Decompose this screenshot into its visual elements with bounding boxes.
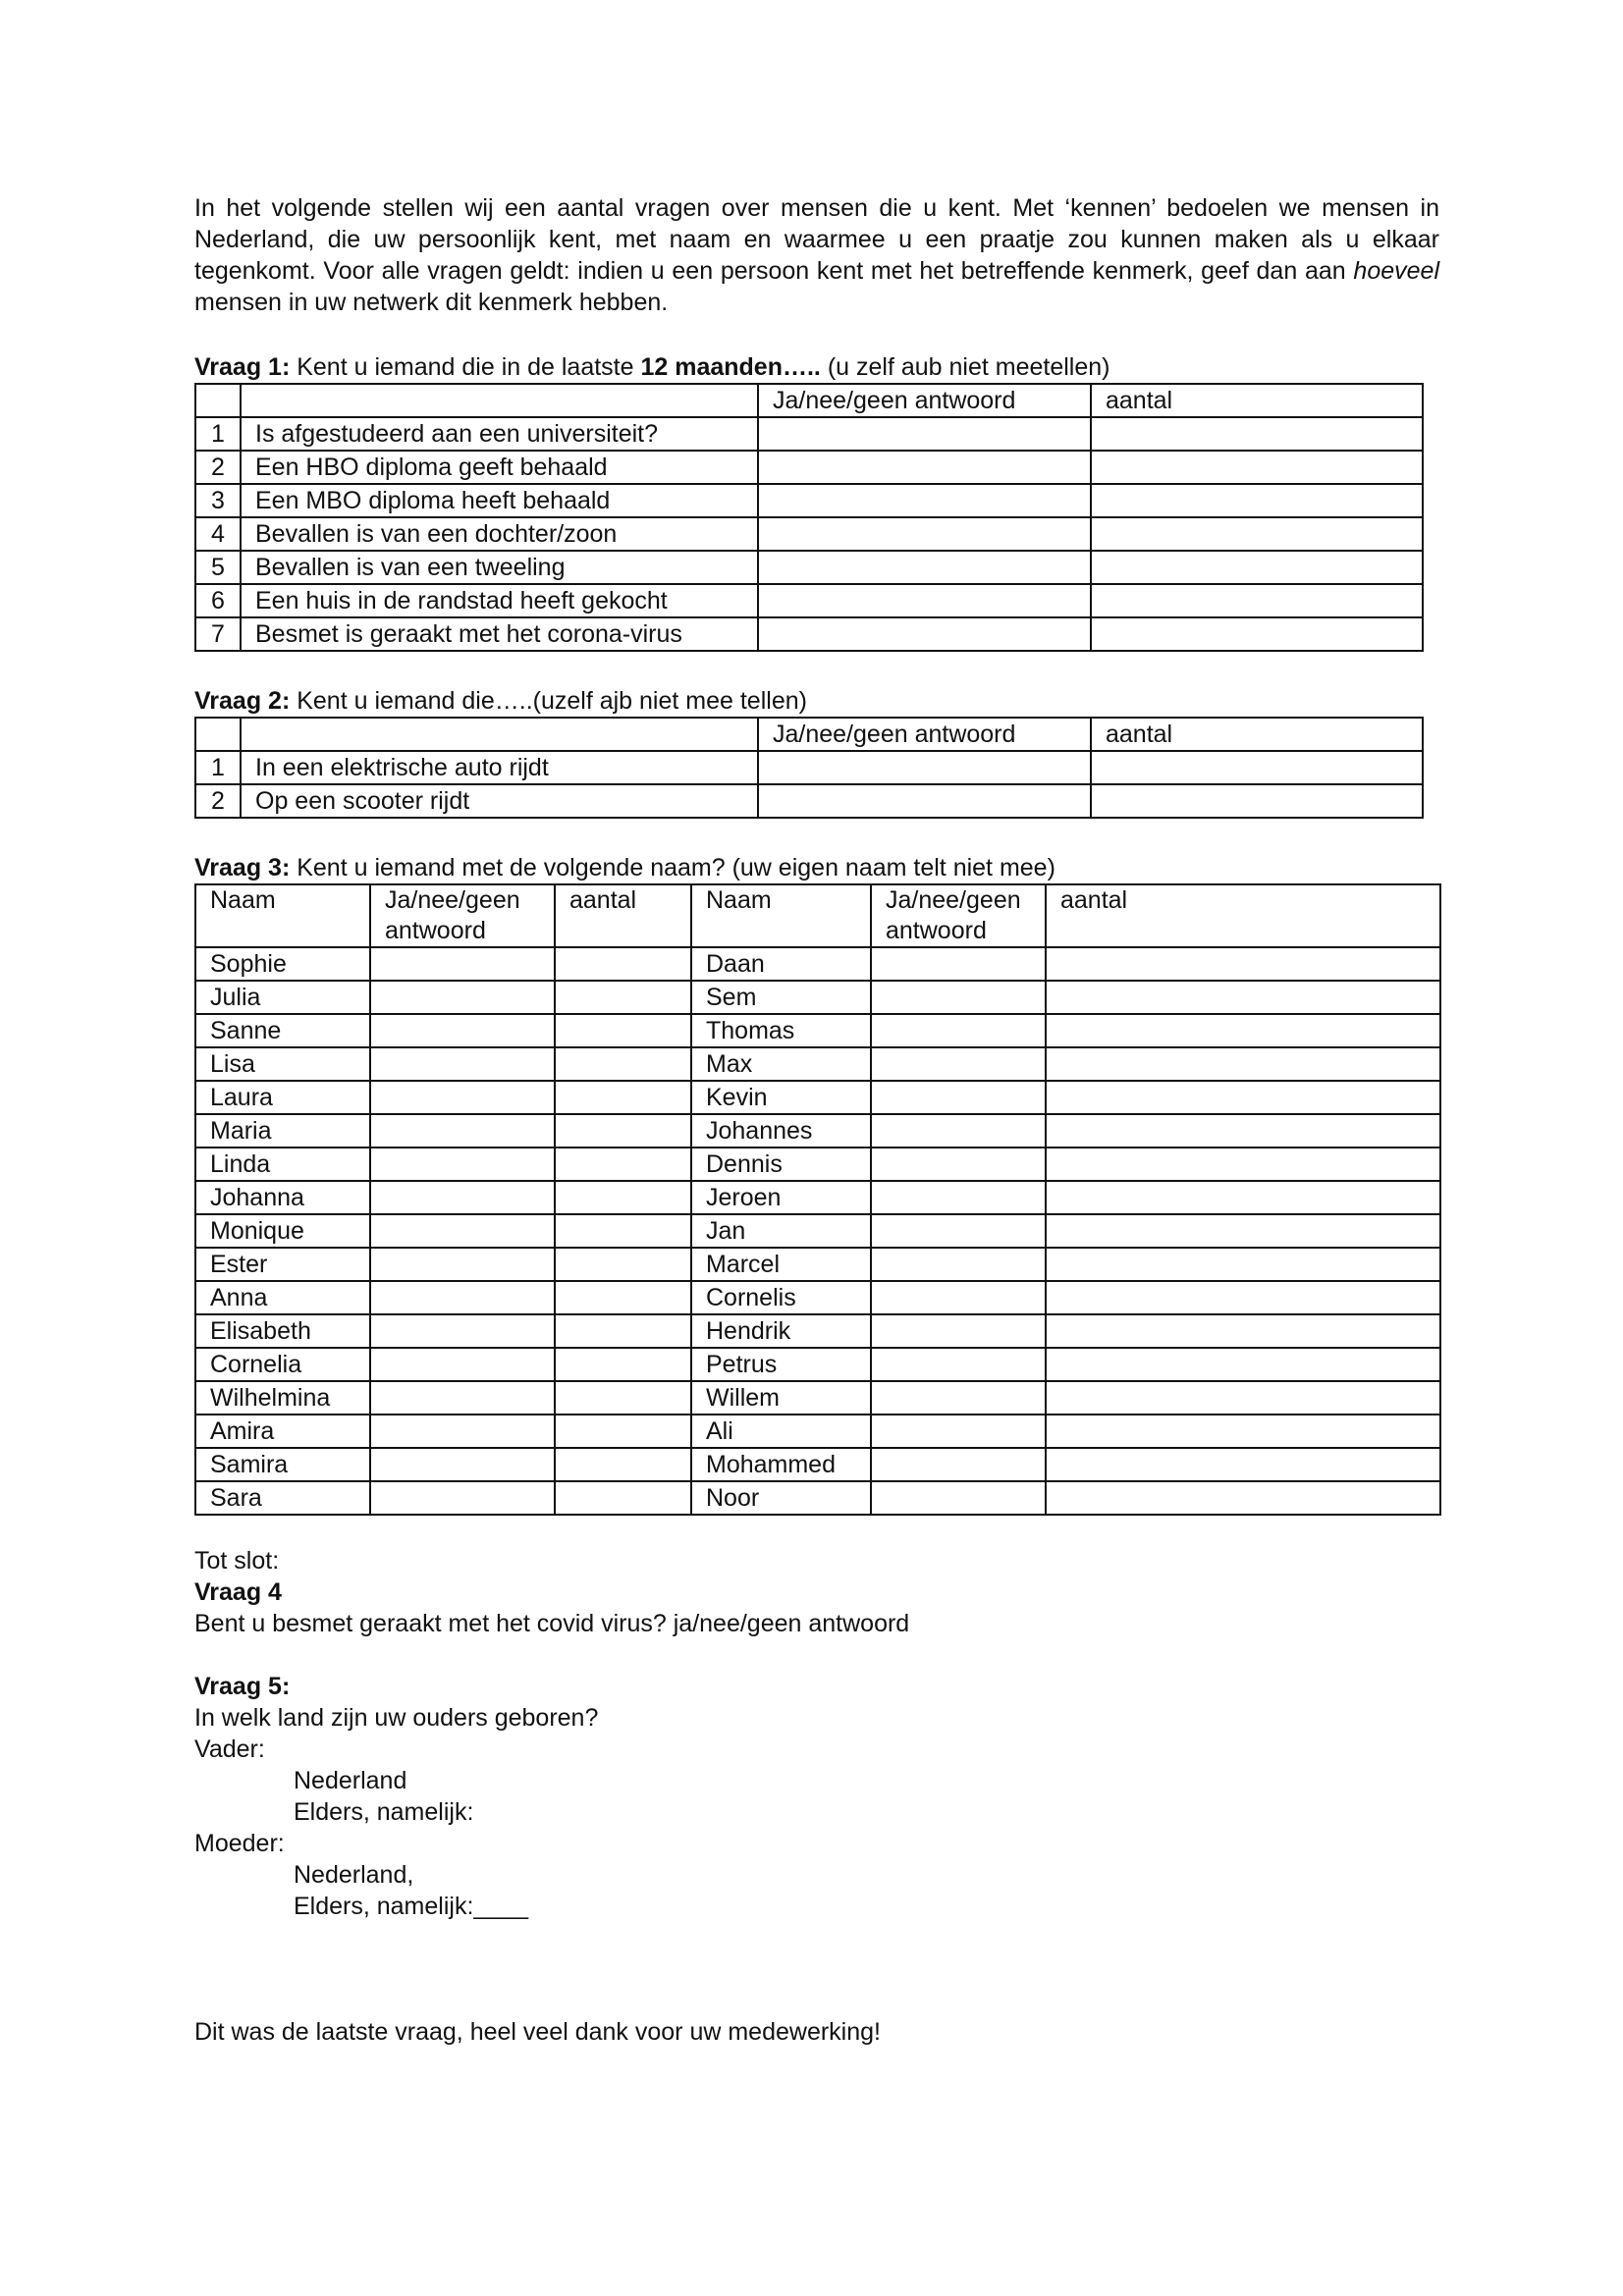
count-field[interactable] (1046, 1081, 1440, 1114)
count-field[interactable] (1046, 1448, 1440, 1481)
count-field[interactable] (1046, 1481, 1440, 1515)
count-field[interactable] (1091, 551, 1423, 584)
answer-field[interactable] (758, 417, 1091, 451)
answer-field[interactable] (871, 1248, 1046, 1281)
answer-field[interactable] (370, 1248, 555, 1281)
name-cell: Sara (195, 1481, 370, 1515)
table-row (195, 1481, 1440, 1515)
answer-field[interactable] (871, 1314, 1046, 1348)
answer-field[interactable] (871, 1214, 1046, 1248)
row-question: Bevallen is van een dochter/zoon (241, 517, 758, 551)
intro-text-1: In het volgende stellen wij een aantal vragen over mensen die u kent. Met ‘kennen’ bedoelen we mensen in Nederland, die uw persoonlijk kent, met naam en waarmee u een praatje zou kunnen maken als u elkaar tegenkomt. Voor alle vragen geldt: indien u een persoon kent met het betreffende kenmerk, geef dan aan (194, 194, 1439, 285)
row-number: 7 (195, 617, 241, 651)
table-row (195, 1348, 1440, 1381)
count-field[interactable] (555, 1314, 691, 1348)
answer-field[interactable] (758, 517, 1091, 551)
table-row (195, 451, 1423, 484)
count-field[interactable] (555, 1415, 691, 1448)
table-header-row (195, 718, 1423, 751)
name-cell: Cornelia (195, 1348, 370, 1381)
intro-emphasis: hoeveel (1353, 257, 1439, 285)
count-field[interactable] (555, 1047, 691, 1081)
header-count-cell: aantal (1091, 384, 1423, 417)
moeder-option-nederland[interactable]: Nederland, (294, 1861, 414, 1889)
header-count-cell: aantal (555, 884, 691, 947)
q4-question: Bent u besmet geraakt met het covid virus? ja/nee/geen antwoord (194, 1610, 910, 1637)
name-cell: Anna (195, 1281, 370, 1314)
name-cell: Thomas (691, 1014, 871, 1047)
row-question: Op een scooter rijdt (241, 784, 758, 818)
table-row (195, 751, 1423, 784)
name-cell: Johannes (691, 1114, 871, 1148)
table-row (195, 784, 1423, 818)
table-row (195, 981, 1440, 1014)
intro-paragraph (194, 192, 1439, 318)
name-cell: Hendrik (691, 1314, 871, 1348)
table-row (195, 1081, 1440, 1114)
answer-field[interactable] (370, 1114, 555, 1148)
q5-label (194, 1671, 1439, 1702)
answer-field[interactable] (871, 1281, 1046, 1314)
answer-field[interactable] (758, 484, 1091, 517)
row-question: Een huis in de randstad heeft gekocht (241, 584, 758, 617)
row-number: 1 (195, 751, 241, 784)
count-field[interactable] (1046, 1415, 1440, 1448)
table-row (195, 617, 1423, 651)
q4-label (194, 1576, 1439, 1608)
q2-table (194, 717, 1424, 819)
name-cell: Maria (195, 1114, 370, 1148)
answer-field[interactable] (370, 1348, 555, 1381)
answer-field[interactable] (370, 1148, 555, 1181)
table-row (195, 1214, 1440, 1248)
count-field[interactable] (1046, 1014, 1440, 1047)
count-field[interactable] (1046, 1148, 1440, 1181)
count-field[interactable] (1046, 1181, 1440, 1214)
name-cell: Monique (195, 1214, 370, 1248)
row-question: Een HBO diploma geeft behaald (241, 451, 758, 484)
table-row (195, 1014, 1440, 1047)
table-row (195, 1415, 1440, 1448)
header-answer-cell: Ja/nee/geen antwoord (758, 718, 1091, 751)
q2-text: Kent u iemand die…..(uzelf ajb niet mee tellen) (290, 687, 807, 715)
table-row (195, 1047, 1440, 1081)
answer-field[interactable] (871, 1148, 1046, 1181)
name-cell: Samira (195, 1448, 370, 1481)
answer-field[interactable] (370, 1181, 555, 1214)
name-cell: Johanna (195, 1181, 370, 1214)
table-row (195, 1114, 1440, 1148)
vader-label: Vader: (194, 1735, 265, 1763)
name-cell: Wilhelmina (195, 1381, 370, 1415)
name-cell: Jan (691, 1214, 871, 1248)
name-cell: Linda (195, 1148, 370, 1181)
count-field[interactable] (555, 1348, 691, 1381)
spacer (194, 1639, 1439, 1671)
answer-field[interactable] (871, 1481, 1046, 1515)
name-cell: Marcel (691, 1248, 871, 1281)
name-cell: Max (691, 1047, 871, 1081)
name-cell: Cornelis (691, 1281, 871, 1314)
count-field[interactable] (1091, 517, 1423, 551)
count-field[interactable] (555, 1248, 691, 1281)
answer-field[interactable] (758, 617, 1091, 651)
count-field[interactable] (1091, 784, 1423, 818)
count-field[interactable] (1046, 1114, 1440, 1148)
answer-field[interactable] (370, 947, 555, 981)
name-cell: Dennis (691, 1148, 871, 1181)
intro-text-2: mensen in uw netwerk dit kenmerk hebben. (194, 289, 669, 316)
count-field[interactable] (555, 981, 691, 1014)
count-field[interactable] (1091, 584, 1423, 617)
answer-field[interactable] (370, 1214, 555, 1248)
header-num-cell (195, 384, 241, 417)
count-field[interactable] (1091, 417, 1423, 451)
count-field[interactable] (555, 947, 691, 981)
name-cell: Petrus (691, 1348, 871, 1381)
spacer (194, 1922, 1439, 2016)
name-cell: Daan (691, 947, 871, 981)
row-number: 2 (195, 451, 241, 484)
count-field[interactable] (1046, 1047, 1440, 1081)
count-field[interactable] (1091, 617, 1423, 651)
header-question-cell (241, 718, 758, 751)
table-header-row (195, 384, 1423, 417)
table-row (195, 1148, 1440, 1181)
row-question: Besmet is geraakt met het corona-virus (241, 617, 758, 651)
answer-field[interactable] (871, 981, 1046, 1014)
count-field[interactable] (1091, 484, 1423, 517)
header-answer-cell: Ja/nee/geen antwoord (758, 384, 1091, 417)
table-header-row (195, 884, 1440, 947)
answer-field[interactable] (871, 1348, 1046, 1381)
row-number: 4 (195, 517, 241, 551)
count-field[interactable] (555, 1448, 691, 1481)
table-row (195, 1181, 1440, 1214)
q5-question: In welk land zijn uw ouders geboren? (194, 1704, 599, 1732)
questionnaire-page (194, 192, 1439, 2048)
q3-label: Vraag 3: (194, 854, 291, 881)
header-answer-cell: Ja/nee/geen antwoord (370, 884, 555, 947)
row-number: 1 (195, 417, 241, 451)
answer-field[interactable] (871, 947, 1046, 981)
answer-field[interactable] (871, 1047, 1046, 1081)
answer-field[interactable] (370, 1281, 555, 1314)
answer-field[interactable] (871, 1181, 1046, 1214)
header-name-cell: Naam (195, 884, 370, 947)
q1-text-a: Kent u iemand die in de laatste (290, 353, 641, 381)
count-field[interactable] (1046, 981, 1440, 1014)
answer-field[interactable] (370, 1381, 555, 1415)
count-field[interactable] (555, 1214, 691, 1248)
count-field[interactable] (1091, 751, 1423, 784)
q3-title (194, 852, 1439, 883)
name-cell: Sem (691, 981, 871, 1014)
q5-label-text: Vraag 5: (194, 1673, 291, 1700)
count-field[interactable] (1046, 1248, 1440, 1281)
table-row (195, 1448, 1440, 1481)
row-number: 5 (195, 551, 241, 584)
row-question: Een MBO diploma heeft behaald (241, 484, 758, 517)
count-field[interactable] (555, 1148, 691, 1181)
row-number: 2 (195, 784, 241, 818)
table-row (195, 947, 1440, 981)
table-row (195, 1381, 1440, 1415)
count-field[interactable] (1046, 947, 1440, 981)
count-field[interactable] (1046, 1381, 1440, 1415)
q2-label: Vraag 2: (194, 687, 291, 715)
table-row (195, 1248, 1440, 1281)
header-answer-cell: Ja/nee/geen antwoord (871, 884, 1046, 947)
table-row (195, 1281, 1440, 1314)
q3-table (194, 883, 1441, 1516)
name-cell: Lisa (195, 1047, 370, 1081)
name-cell: Kevin (691, 1081, 871, 1114)
answer-field[interactable] (871, 1381, 1046, 1415)
q1-table (194, 383, 1424, 652)
table-row (195, 1314, 1440, 1348)
header-question-cell (241, 384, 758, 417)
vader-option-elders[interactable]: Elders, namelijk: (294, 1798, 474, 1826)
q1-bold: 12 maanden….. (640, 353, 821, 381)
count-field[interactable] (1046, 1281, 1440, 1314)
answer-field[interactable] (871, 1448, 1046, 1481)
header-num-cell (195, 718, 241, 751)
count-field[interactable] (555, 1181, 691, 1214)
name-cell: Laura (195, 1081, 370, 1114)
tot-slot-text: Tot slot: (194, 1547, 280, 1575)
answer-field[interactable] (758, 451, 1091, 484)
row-number: 6 (195, 584, 241, 617)
answer-field[interactable] (758, 584, 1091, 617)
q1-text-b: (u zelf aub niet meetellen) (820, 353, 1110, 381)
answer-field[interactable] (871, 1081, 1046, 1114)
header-name-cell: Naam (691, 884, 871, 947)
count-field[interactable] (1046, 1314, 1440, 1348)
name-cell: Noor (691, 1481, 871, 1515)
answer-field[interactable] (370, 1314, 555, 1348)
row-question: Is afgestudeerd aan een universiteit? (241, 417, 758, 451)
q1-title (194, 351, 1439, 383)
name-cell: Jeroen (691, 1181, 871, 1214)
answer-field[interactable] (370, 1448, 555, 1481)
name-cell: Sophie (195, 947, 370, 981)
name-cell: Mohammed (691, 1448, 871, 1481)
count-field[interactable] (1046, 1348, 1440, 1381)
name-cell: Ester (195, 1248, 370, 1281)
thanks-text: Dit was de laatste vraag, heel veel dank voor uw medewerking! (194, 2018, 881, 2046)
name-cell: Willem (691, 1381, 871, 1415)
row-number: 3 (195, 484, 241, 517)
moeder-option-elders[interactable]: Elders, namelijk:____ (294, 1893, 529, 1920)
answer-field[interactable] (758, 551, 1091, 584)
row-question: In een elektrische auto rijdt (241, 751, 758, 784)
answer-field[interactable] (370, 1081, 555, 1114)
count-field[interactable] (555, 1381, 691, 1415)
table-row (195, 517, 1423, 551)
count-field[interactable] (1046, 1214, 1440, 1248)
answer-field[interactable] (871, 1415, 1046, 1448)
name-cell: Julia (195, 981, 370, 1014)
q3-text: Kent u iemand met de volgende naam? (uw eigen naam telt niet mee) (290, 854, 1055, 881)
row-question: Bevallen is van een tweeling (241, 551, 758, 584)
count-field[interactable] (555, 1114, 691, 1148)
table-row (195, 551, 1423, 584)
q4-label-text: Vraag 4 (194, 1578, 282, 1606)
count-field[interactable] (555, 1014, 691, 1047)
answer-field[interactable] (370, 1014, 555, 1047)
answer-field[interactable] (871, 1014, 1046, 1047)
name-cell: Ali (691, 1415, 871, 1448)
answer-field[interactable] (370, 1481, 555, 1515)
count-field[interactable] (1091, 451, 1423, 484)
table-row (195, 584, 1423, 617)
count-field[interactable] (555, 1081, 691, 1114)
table-row (195, 484, 1423, 517)
header-count-cell: aantal (1046, 884, 1440, 947)
name-cell: Sanne (195, 1014, 370, 1047)
count-field[interactable] (555, 1481, 691, 1515)
answer-field[interactable] (871, 1114, 1046, 1148)
name-cell: Amira (195, 1415, 370, 1448)
header-count-cell: aantal (1091, 718, 1423, 751)
answer-field[interactable] (758, 784, 1091, 818)
name-cell: Elisabeth (195, 1314, 370, 1348)
moeder-label: Moeder: (194, 1830, 285, 1857)
answer-field[interactable] (758, 751, 1091, 784)
closing-section (194, 1545, 1439, 2048)
answer-field[interactable] (370, 1047, 555, 1081)
q1-label: Vraag 1: (194, 353, 291, 381)
answer-field[interactable] (370, 1415, 555, 1448)
answer-field[interactable] (370, 981, 555, 1014)
vader-option-nederland[interactable]: Nederland (294, 1767, 407, 1794)
q2-title (194, 685, 1439, 717)
table-row (195, 417, 1423, 451)
count-field[interactable] (555, 1281, 691, 1314)
